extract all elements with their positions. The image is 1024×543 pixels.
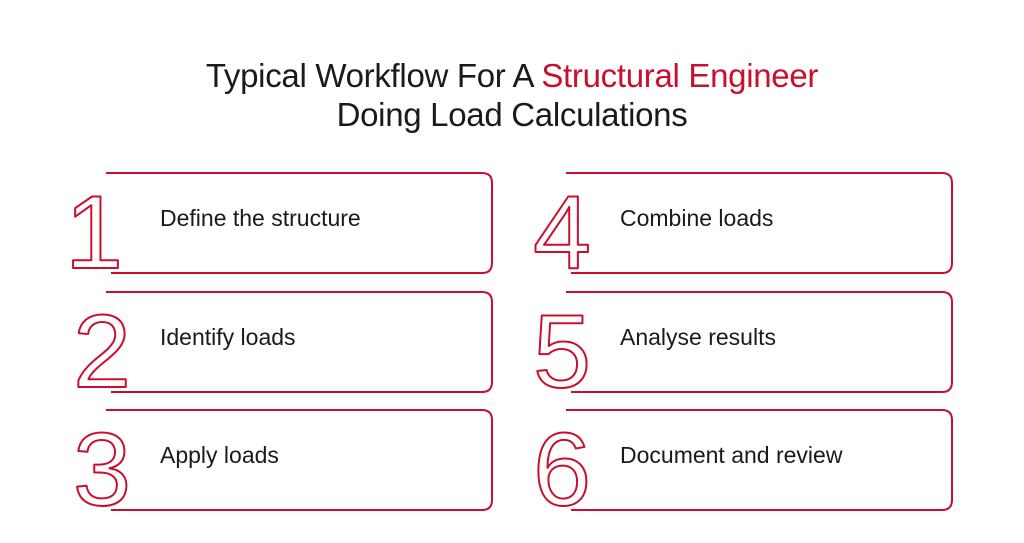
step-1: [65, 168, 496, 291]
title-accent: Structural Engineer: [541, 57, 819, 94]
step-number-4: 4: [533, 175, 591, 291]
step-2: [66, 287, 496, 410]
step-4-label: Combine loads: [620, 205, 774, 231]
step-number-6: 6: [533, 412, 591, 528]
step-2-label: Identify loads: [160, 324, 296, 350]
step-number-2: 2: [73, 294, 131, 410]
step-3: [66, 405, 496, 528]
step-4: [526, 168, 956, 291]
step-5-label: Analyse results: [620, 324, 776, 350]
step-number-3: 3: [73, 412, 131, 528]
step-5: [526, 287, 956, 410]
step-number-1: 1: [65, 175, 123, 291]
step-3-label: Apply loads: [160, 442, 279, 468]
page-title: [0, 56, 1024, 134]
step-6-label: Document and review: [620, 442, 843, 468]
title-line-2: Doing Load Calculations: [336, 96, 688, 133]
step-6: [526, 405, 956, 528]
title-prefix: Typical Workflow For A: [205, 57, 542, 94]
title-line-1: [0, 56, 1024, 95]
step-number-5: 5: [533, 294, 591, 410]
step-1-label: Define the structure: [160, 205, 361, 231]
step-3-frame: [66, 405, 496, 528]
